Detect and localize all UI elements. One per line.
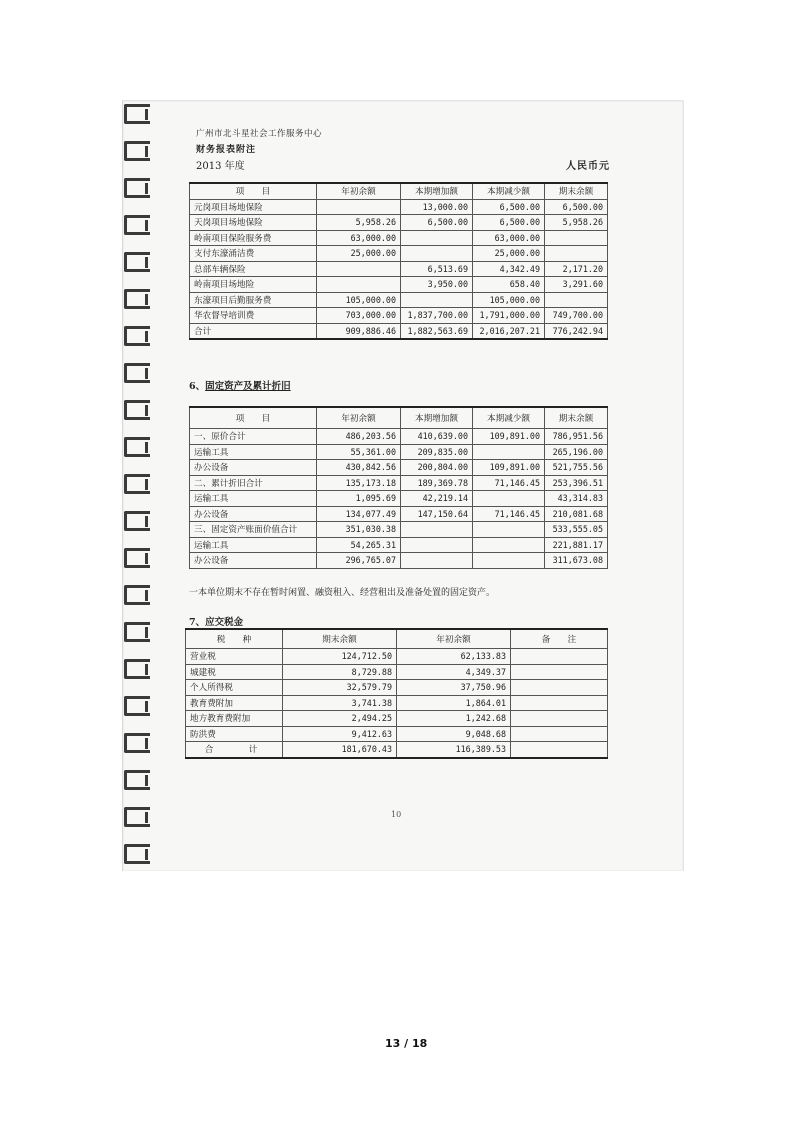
table-row [190,277,608,293]
decrease-cell: 109,891.00 [473,460,545,476]
decrease-cell: 71,146.45 [473,475,545,491]
item-cell: 办公设备 [190,553,317,569]
begin-cell: 134,077.49 [317,506,401,522]
binder-ring [124,104,150,124]
decrease-cell: 658.40 [473,277,545,293]
col-decrease: 本期减少额 [473,183,545,199]
end-cell: 749,700.00 [545,308,608,324]
binder-ring [124,215,150,235]
increase-cell: 6,500.00 [401,215,473,231]
end-cell: 43,314.83 [545,491,608,507]
item-cell: 元岗项目场地保险 [190,199,317,215]
begin-cell: 55,361.00 [317,444,401,460]
end-cell: 776,242.94 [545,323,608,339]
end-cell: 6,500.00 [545,199,608,215]
decrease-cell: 105,000.00 [473,292,545,308]
binder-ring [124,844,150,864]
begin-cell [317,199,401,215]
decrease-cell [473,522,545,538]
binder-ring [124,178,150,198]
begin-cell: 1,095.69 [317,491,401,507]
begin-cell: 105,000.00 [317,292,401,308]
item-cell: 运输工具 [190,491,317,507]
tax-payable-table [185,628,608,759]
binder-ring [124,363,150,383]
table-row [190,522,608,538]
begin-cell: 909,886.46 [317,323,401,339]
binder-ring [124,622,150,642]
end-cell [545,246,608,262]
section-7-title: 7、应交税金 [189,614,257,629]
decrease-cell: 2,016,207.21 [473,323,545,339]
scan-page-number: 10 [391,810,402,819]
table-row [186,711,608,727]
col-item: 项 目 [190,407,317,429]
end-cell: 265,196.00 [545,444,608,460]
table-row [190,553,608,569]
table-row [186,742,608,758]
tax-type-cell: 防洪费 [186,726,283,742]
begin-cell: 430,842.56 [317,460,401,476]
table-row [190,323,608,339]
org-name: 广州市北斗星社会工作服务中心 [196,129,323,139]
col-begin: 年初余额 [397,629,511,649]
table-row [190,506,608,522]
begin-cell: 135,173.18 [317,475,401,491]
col-note: 备 注 [511,629,608,649]
tax-type-cell: 合 计 [186,742,283,758]
item-cell: 总部车辆保险 [190,261,317,277]
end-cell: 221,881.17 [545,537,608,553]
begin-cell: 37,750.96 [397,680,511,696]
fixed-assets-table [189,406,608,569]
tax-type-cell: 城建税 [186,664,283,680]
doc-title: 财务报表附注 [196,145,257,155]
end-cell: 8,729.88 [283,664,397,680]
binder-ring [124,141,150,161]
increase-cell: 209,835.00 [401,444,473,460]
decrease-cell: 25,000.00 [473,246,545,262]
increase-cell [401,246,473,262]
increase-cell: 410,639.00 [401,429,473,445]
end-cell: 3,741.38 [283,695,397,711]
tax-type-cell: 营业税 [186,649,283,665]
binder-ring [124,696,150,716]
item-cell: 二、累计折旧合计 [190,475,317,491]
note-cell [511,664,608,680]
table-row [186,726,608,742]
end-cell [545,230,608,246]
binder-ring [124,400,150,420]
begin-cell: 486,203.56 [317,429,401,445]
end-cell: 124,712.50 [283,649,397,665]
begin-cell: 5,958.26 [317,215,401,231]
currency-unit: 人民币元 [566,161,610,172]
binder-ring [124,511,150,531]
begin-cell: 4,349.37 [397,664,511,680]
item-cell: 运输工具 [190,444,317,460]
item-cell: 华农督导培训费 [190,308,317,324]
decrease-cell: 6,500.00 [473,215,545,231]
increase-cell [401,230,473,246]
begin-cell: 1,242.68 [397,711,511,727]
note-cell [511,649,608,665]
table-row [186,680,608,696]
increase-cell [401,553,473,569]
increase-cell: 147,150.64 [401,506,473,522]
binder-ring [124,289,150,309]
increase-cell: 200,804.00 [401,460,473,476]
decrease-cell: 109,891.00 [473,429,545,445]
col-end: 期末余额 [545,183,608,199]
binder-ring [124,807,150,827]
increase-cell [401,522,473,538]
item-cell: 岭南项目保险服务费 [190,230,317,246]
col-end: 期末余额 [545,407,608,429]
prepaid-table [189,182,608,340]
table-row [186,695,608,711]
col-item: 项 目 [190,183,317,199]
end-cell: 311,673.08 [545,553,608,569]
item-cell: 东濠项目后勤服务费 [190,292,317,308]
increase-cell: 1,882,563.69 [401,323,473,339]
binder-ring [124,326,150,346]
binder-ring [124,437,150,457]
table-row [190,537,608,553]
decrease-cell [473,491,545,507]
increase-cell: 42,219.14 [401,491,473,507]
binder-ring [124,585,150,605]
note-cell [511,695,608,711]
end-cell: 533,555.05 [545,522,608,538]
begin-cell: 703,000.00 [317,308,401,324]
end-cell: 2,171.20 [545,261,608,277]
table-row [186,649,608,665]
table-row [190,475,608,491]
increase-cell [401,292,473,308]
end-cell: 3,291.60 [545,277,608,293]
increase-cell: 189,369.78 [401,475,473,491]
item-cell: 合计 [190,323,317,339]
col-tax-type: 税 种 [186,629,283,649]
end-cell: 521,755.56 [545,460,608,476]
item-cell: 办公设备 [190,460,317,476]
col-decrease: 本期减少额 [473,407,545,429]
table-row [190,491,608,507]
section-6-heading: 固定资产及累计折旧 [205,381,291,392]
col-end: 期末余额 [283,629,397,649]
begin-cell: 296,765.07 [317,553,401,569]
col-begin: 年初余额 [317,183,401,199]
begin-cell: 351,030.38 [317,522,401,538]
binder-rings [124,100,154,870]
note-cell [511,711,608,727]
binder-ring [124,474,150,494]
end-cell: 9,412.63 [283,726,397,742]
end-cell: 181,670.43 [283,742,397,758]
table-row [186,664,608,680]
item-cell: 天岗项目场地保险 [190,215,317,231]
decrease-cell [473,537,545,553]
report-year: 2013 年度 [196,161,245,172]
increase-cell: 1,837,700.00 [401,308,473,324]
tax-type-cell: 个人所得税 [186,680,283,696]
note-cell [511,742,608,758]
decrease-cell: 4,342.49 [473,261,545,277]
table-row [190,199,608,215]
table-row [190,292,608,308]
begin-cell: 1,864.01 [397,695,511,711]
item-cell: 岭南项目场地险 [190,277,317,293]
decrease-cell [473,553,545,569]
begin-cell: 25,000.00 [317,246,401,262]
binder-ring [124,659,150,679]
table-row [190,429,608,445]
section-6-title [189,378,291,392]
end-cell: 5,958.26 [545,215,608,231]
begin-cell [317,277,401,293]
decrease-cell: 63,000.00 [473,230,545,246]
note-cell [511,680,608,696]
item-cell: 运输工具 [190,537,317,553]
end-cell [545,292,608,308]
table-row [190,215,608,231]
decrease-cell: 1,791,000.00 [473,308,545,324]
col-begin: 年初余额 [317,407,401,429]
end-cell: 253,396.51 [545,475,608,491]
begin-cell: 62,133.83 [397,649,511,665]
item-cell: 一、原价合计 [190,429,317,445]
page-indicator: 13 / 18 [385,1037,428,1050]
end-cell: 2,494.25 [283,711,397,727]
end-cell: 210,081.68 [545,506,608,522]
tax-type-cell: 教育费附加 [186,695,283,711]
begin-cell: 116,389.53 [397,742,511,758]
binder-ring [124,548,150,568]
tax-type-cell: 地方教育费附加 [186,711,283,727]
increase-cell: 6,513.69 [401,261,473,277]
binder-ring [124,252,150,272]
begin-cell: 54,265.31 [317,537,401,553]
section-6-number: 6、 [189,381,206,392]
item-cell: 办公设备 [190,506,317,522]
increase-cell: 13,000.00 [401,199,473,215]
col-increase: 本期增加额 [401,407,473,429]
increase-cell [401,537,473,553]
table-row [190,246,608,262]
binder-ring [124,733,150,753]
decrease-cell: 71,146.45 [473,506,545,522]
note-cell [511,726,608,742]
table-row [190,444,608,460]
begin-cell: 9,048.68 [397,726,511,742]
decrease-cell [473,444,545,460]
table-row [190,230,608,246]
item-cell: 支付东濠涌洁费 [190,246,317,262]
fixed-assets-note: 一本单位期末不存在暂时闲置、融资租入、经营租出及准备处置的固定资产。 [189,588,496,598]
increase-cell: 3,950.00 [401,277,473,293]
table-row [190,460,608,476]
end-cell: 786,951.56 [545,429,608,445]
end-cell: 32,579.79 [283,680,397,696]
item-cell: 三、固定资产账面价值合计 [190,522,317,538]
begin-cell [317,261,401,277]
begin-cell: 63,000.00 [317,230,401,246]
col-increase: 本期增加额 [401,183,473,199]
decrease-cell: 6,500.00 [473,199,545,215]
binder-ring [124,770,150,790]
table-row [190,308,608,324]
table-row [190,261,608,277]
